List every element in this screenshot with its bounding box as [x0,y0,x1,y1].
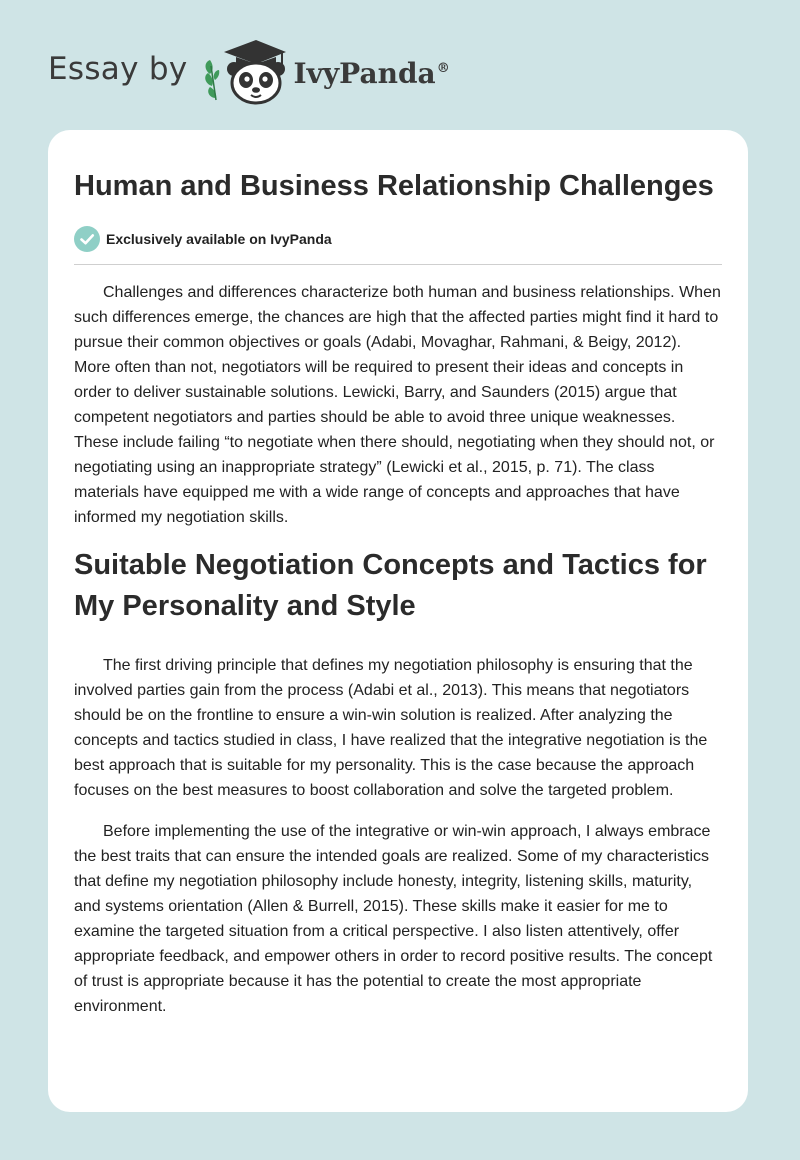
site-header [48,36,450,106]
section-paragraph-1: The first driving principle that defines my negotiation philosophy is ensuring that the involved parties gain from the process (Adabi et al., 2013). This means that negotiators should be on the frontline to ensure a win-win solution is realized. After analyzing the concepts and tactics studied in class, I have realized that the integrative negotiation is the best approach that is suitable for my personality. This is the case because the approach focuses on the best measures to boost collaboration and solve the targeted problem. [74,657,708,799]
brand-name[interactable] [294,57,450,90]
essay-title: Human and Business Relationship Challenges [74,170,714,202]
section-heading: Suitable Negotiation Concepts and Tactics for My Personality and Style [74,549,707,622]
brand-prefix: Essay by [48,51,188,87]
essay-card [48,130,748,1112]
badge-text: Exclusively available on IvyPanda [106,231,332,247]
intro-paragraph: Challenges and differences characterize both human and business relationships. When such differences emerge, the chances are high that the affected parties might find it hard to pursue their common objectives or goals (Adabi, Movaghar, Rahmani, & Beigy, 2012). More often than not, negotiators will be required to present their ideas and concepts in order to deliver sustainable solutions. Lewicki, Barry, and Saunders (2015) argue that competent negotiators and parties should be able to avoid three unique weaknesses. These include failing “to negotiate when there should, negotiating when they should not, or negotiating using an inappropriate strategy” (Lewicki et al., 2015, p. 71). The class materials have equipped me with a wide range of concepts and approaches that have informed my negotiation skills. [74,284,721,526]
panda-graduate-icon [202,36,290,106]
section-paragraph-2: Before implementing the use of the integrative or win-win approach, I always embrace the best traits that can ensure the intended goals are realized. Some of my characteristics that define my negotiation philosophy include honesty, integrity, listening skills, maturity, and systems orientation (Allen & Burrell, 2015). These skills make it easier for me to examine the targeted situation from a critical perspective. I also listen attentively, offer appropriate feedback, and empower others in order to record positive results. The concept of trust is appropriate because it has the potential to create the most appropriate environment. [74,823,713,1015]
exclusive-badge [74,225,722,253]
check-circle-icon [74,226,100,252]
registered-mark: ® [436,61,450,77]
ivy-leaves [205,60,219,100]
divider [74,264,722,265]
brand-name-text: IvyPanda [293,56,436,90]
